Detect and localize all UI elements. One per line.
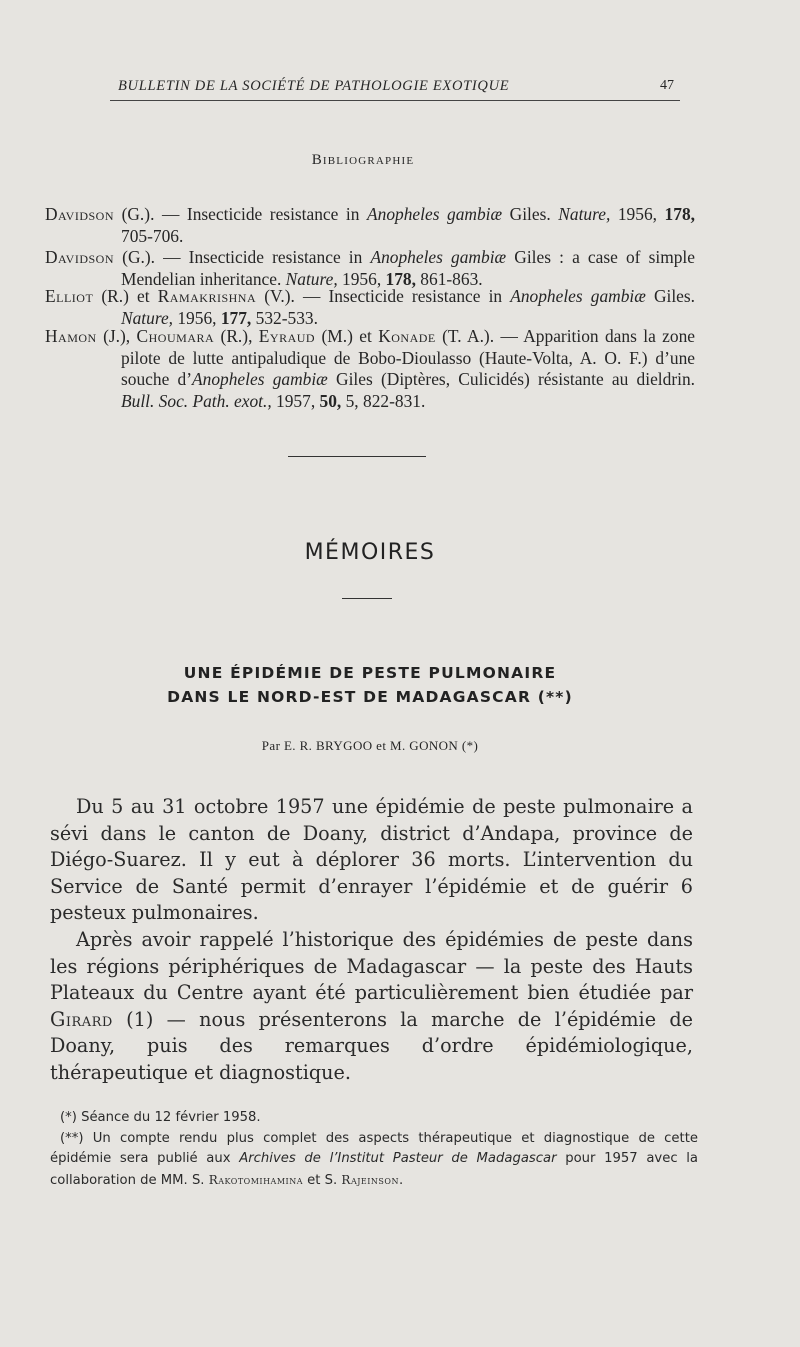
bibliography-entry: Davidson (G.). — Insecticide resistance in Anopheles gambiæ Giles : a case of simple Mendelian inheritance. Nature, 1956, 178, 861-863. [45, 247, 695, 289]
footnote: (**) Un compte rendu plus complet des aspects thérapeutique et diagnostique de cette épidémie sera publié aux Archives de l’Institut Pasteur de Madagascar pour 1957 avec la collaboration de MM. S. Rakotomihamina et S. Rajeinson. [50, 1130, 699, 1188]
bibliography-heading: Bibliographie [311, 152, 415, 168]
article-authors: Par E. R. BRYGOO et M. GONON (*) [261, 738, 479, 753]
section-title: MÉMOIRES [304, 540, 436, 565]
article-title-line-1: UNE ÉPIDÉMIE DE PESTE PULMONAIRE [183, 664, 557, 682]
running-head [110, 78, 680, 101]
paragraph: Du 5 au 31 octobre 1957 une épidémie de peste pulmonaire a sévi dans le canton de Doany, district d’Andapa, province de Diégo-Suarez. Il y eut à déplorer 36 morts. L’intervention du Service de Santé permit d’enrayer l’épidémie et de guérir 6 pesteux pulmonaires. [50, 795, 693, 925]
article-body [50, 794, 693, 1087]
title-divider [342, 598, 392, 599]
bibliography-entry: Hamon (J.), Choumara (R.), Eyraud (M.) et Konade (T. A.). — Apparition dans la zone pilote de lutte antipaludique de Bobo-Dioulasso (Haute-Volta, A. O. F.) d’une souche d’Anopheles gambiæ Giles (Diptères, Culicidés) résistante au dieldrin. Bull. Soc. Path. exot., 1957, 50, 5, 822-831. [45, 326, 695, 411]
article-title-line-2: DANS LE NORD-EST DE MADAGASCAR (**) [167, 688, 573, 706]
footnote: (*) Séance du 12 février 1958. [60, 1110, 261, 1125]
journal-title: BULLETIN DE LA SOCIÉTÉ DE PATHOLOGIE EXOTIQUE [118, 78, 510, 94]
bibliography-entry: Davidson (G.). — Insecticide resistance in Anopheles gambiæ Giles. Nature, 1956, 178, 705-706. [45, 204, 695, 246]
bibliography-entry: Elliot (R.) et Ramakrishna (V.). — Insecticide resistance in Anopheles gambiæ Giles. Nature, 1956, 177, 532-533. [45, 286, 696, 328]
page-number: 47 [660, 78, 674, 93]
section-divider [288, 456, 426, 457]
paragraph: Après avoir rappelé l’historique des épidémies de peste dans les régions périphériques de Madagascar — la peste des Hauts Plateaux du Centre ayant été particulièrement bien étudiée par Girard (1) — nous présenterons la marche de l’épidémie de Doany, puis des remarques d’ordre épidémiologique, thérapeutique et diagnostique. [50, 927, 693, 1084]
footnotes [50, 1108, 698, 1191]
